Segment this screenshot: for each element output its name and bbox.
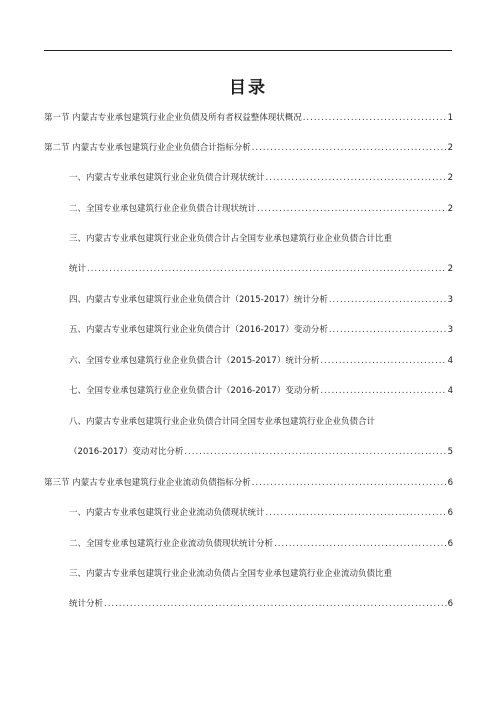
toc-entry-2-7[interactable]: [69, 385, 453, 397]
toc-page-number: 2: [447, 143, 453, 153]
toc-page-number: 2: [447, 204, 453, 214]
toc-entry-2-8-line1[interactable]: 八、内蒙古专业承包建筑行业企业负债合计同全国专业承包建筑行业企业负债合计: [69, 417, 376, 427]
toc-entry-2-4[interactable]: [69, 294, 453, 306]
toc-leader-dots: [252, 477, 447, 489]
toc-entry-2-8[interactable]: [69, 446, 453, 458]
toc-entry-text: 第一节 内蒙古专业承包建筑行业企业负债及所有者权益整体现状概况: [44, 113, 302, 123]
toc-entry-text: 统计: [69, 264, 87, 274]
toc-entry-text: 七、全国专业承包建筑行业企业负债合计（2016-2017）变动分析: [69, 386, 320, 396]
toc-entry-text: 统计分析: [69, 599, 104, 609]
toc-leader-dots: [320, 355, 446, 367]
toc-entry-section-2[interactable]: [44, 142, 453, 154]
toc-page-number: 6: [447, 508, 453, 518]
toc-entry-2-2[interactable]: [69, 203, 453, 215]
toc-entry-text: （2016-2017）变动对比分析: [69, 447, 184, 457]
toc-page-number: 5: [447, 447, 453, 457]
toc-page-number: 2: [447, 173, 453, 183]
toc-entry-2-3-line1[interactable]: 三、内蒙古专业承包建筑行业企业负债合计占全国专业承包建筑行业企业负债合计比重: [69, 234, 393, 244]
toc-entry-text: 一、内蒙古专业承包建筑行业企业负债合计现状统计: [69, 173, 265, 183]
toc-entry-2-1[interactable]: [69, 172, 453, 184]
toc-entry-2-5[interactable]: [69, 324, 453, 336]
toc-leader-dots: [104, 598, 447, 610]
toc-leader-dots: [266, 507, 447, 519]
toc-page-number: 4: [447, 356, 453, 366]
toc-entry-text: 五、内蒙古专业承包建筑行业企业负债合计（2016-2017）变动分析: [69, 325, 328, 335]
toc-page-number: 2: [447, 264, 453, 274]
toc-leader-dots: [274, 538, 447, 550]
toc-leader-dots: [329, 324, 447, 336]
toc-entry-3-3[interactable]: [69, 598, 453, 610]
toc-leader-dots: [329, 294, 447, 306]
toc-entry-text: 二、全国专业承包建筑行业企业流动负债现状统计分析: [69, 539, 274, 549]
toc-page-number: 4: [447, 386, 453, 396]
toc-entry-2-3[interactable]: [69, 263, 453, 275]
toc-page-number: 3: [447, 325, 453, 335]
toc-leader-dots: [87, 263, 447, 275]
toc-page-number: 6: [447, 539, 453, 549]
toc-page-number: 3: [447, 295, 453, 305]
toc-leader-dots: [266, 172, 447, 184]
toc-entry-text: 第三节 内蒙古专业承包建筑行业企业流动负债指标分析: [44, 478, 251, 488]
toc-leader-dots: [320, 385, 446, 397]
toc-entry-text: 六、全国专业承包建筑行业企业负债合计（2015-2017）统计分析: [69, 356, 320, 366]
toc-page-number: 6: [447, 478, 453, 488]
toc-leader-dots: [257, 203, 447, 215]
toc-leader-dots: [303, 112, 447, 124]
header-rule: [44, 50, 452, 51]
toc-entry-2-6[interactable]: [69, 355, 453, 367]
toc-entry-text: 二、全国专业承包建筑行业企业负债合计现状统计: [69, 204, 257, 214]
toc-entry-section-3[interactable]: [44, 477, 453, 489]
toc-page-number: 1: [447, 113, 453, 123]
toc-leader-dots: [252, 142, 447, 154]
toc-entry-section-1[interactable]: [44, 112, 453, 124]
toc-entry-text: 四、内蒙古专业承包建筑行业企业负债合计（2015-2017）统计分析: [69, 295, 328, 305]
toc-entry-text: 一、内蒙古专业承包建筑行业企业流动负债现状统计: [69, 508, 265, 518]
page-title: 目录: [229, 78, 267, 98]
toc-entry-3-2[interactable]: [69, 538, 453, 550]
toc-entry-text: 第二节 内蒙古专业承包建筑行业企业负债合计指标分析: [44, 143, 251, 153]
toc-entry-3-3-line1[interactable]: 三、内蒙古专业承包建筑行业企业流动负债占全国专业承包建筑行业企业流动负债比重: [69, 569, 393, 579]
toc-entry-3-1[interactable]: [69, 507, 453, 519]
toc-leader-dots: [184, 446, 446, 458]
toc-page-number: 6: [447, 599, 453, 609]
